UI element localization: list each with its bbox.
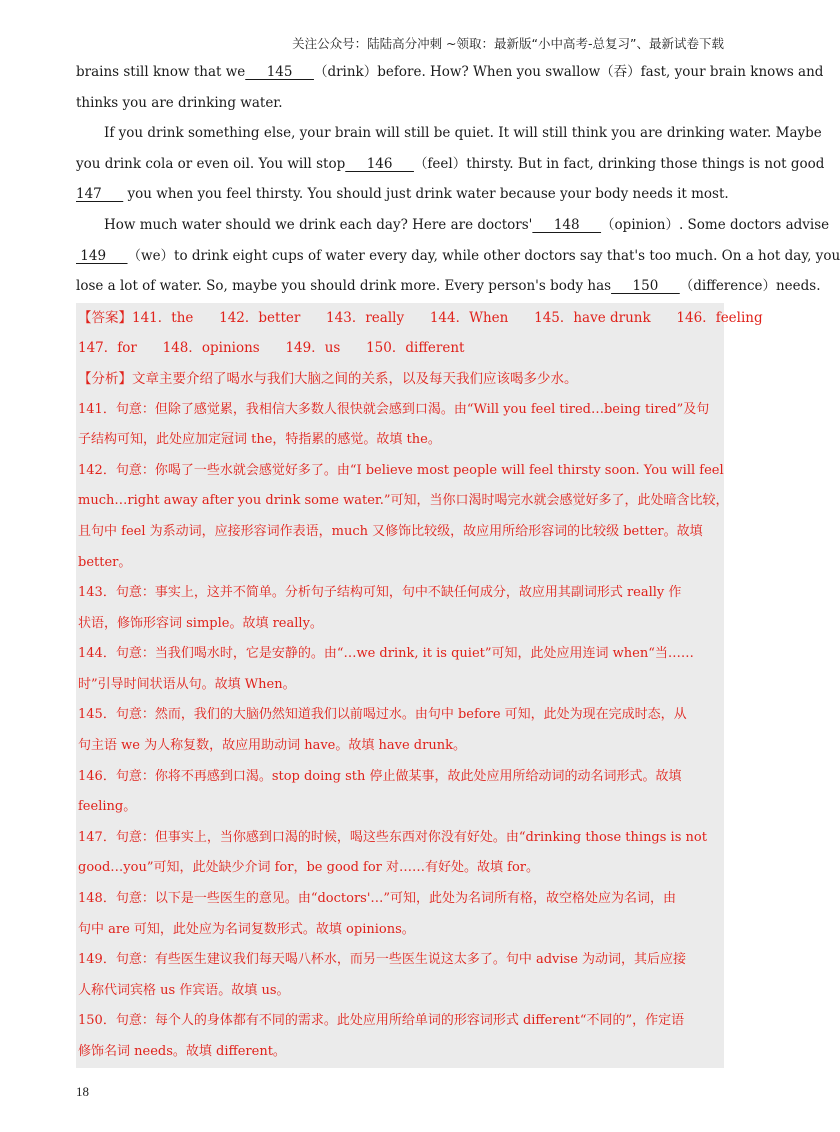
- answer-line: 句中 are 可知，此处应为名词复数形式。故填 opinions。: [78, 921, 415, 937]
- answer-line: 148．句意：以下是一些医生的意见。由“doctors'…”可知，此处为名词所有格，故空格处应为名词，由: [78, 891, 677, 907]
- fill-in-blank: 148: [532, 216, 602, 233]
- answer-line: 时”引导时间状语从句。故填 When。: [78, 676, 296, 692]
- fill-in-blank: 147: [76, 186, 124, 203]
- answer-line: 142．句意：你喝了一些水就会感觉好多了。由“I believe most people will feel thirsty soon. You will feel: [78, 462, 724, 478]
- passage-line: [76, 118, 822, 149]
- answer-line: 人称代词宾格 us 作宾语。故填 us。: [78, 982, 290, 998]
- passage-text: you drink cola or even oil. You will stop: [76, 155, 346, 172]
- answer-line: 【答案】141．the 142．better 143．really 144．When 145．have drunk 146．feeling: [78, 309, 763, 326]
- document-body: [76, 57, 840, 1068]
- passage-line: [76, 271, 821, 302]
- passage: [76, 57, 840, 302]
- passage-line: [76, 210, 830, 241]
- passage-text: （difference）needs.: [679, 278, 821, 295]
- passage-text: lose a lot of water. So, maybe you should drink more. Every person's body has: [76, 278, 612, 295]
- passage-text: （we）to drink eight cups of water every day, while other doctors say that's too much. On a hot day, you: [127, 247, 840, 264]
- passage-line: [76, 57, 824, 88]
- answer-line: 147．for 148．opinions 149．us 150．different: [78, 340, 465, 357]
- answer-line: better。: [78, 554, 132, 570]
- passage-text: you when you feel thirsty. You should just drink water because your body needs it most.: [123, 186, 729, 203]
- answer-line: 子结构可知，此处应加定冠词 the，特指累的感觉。故填 the。: [78, 432, 441, 448]
- answer-line: 144．句意：当我们喝水时，它是安静的。由“…we drink, it is quiet”可知，此处应用连词 when“当……: [78, 646, 694, 662]
- answer-line: feeling。: [78, 799, 137, 815]
- passage-text: （opinion）. Some doctors advise: [601, 216, 830, 233]
- fill-in-blank: 145: [245, 64, 314, 80]
- answer-line: 句主语 we 为人称复数，故应用助动词 have。故填 have drunk。: [78, 738, 466, 754]
- answer-line: 145．句意：然而，我们的大脑仍然知道我们以前喝过水。由句中 before 可知，此处为现在完成时态，从: [78, 707, 687, 723]
- answer-line: 【分析】文章主要介绍了喝水与我们大脑之间的关系，以及每天我们应该喝多少水。: [78, 370, 578, 387]
- fill-in-blank: 149: [76, 247, 128, 264]
- passage-text: thinks you are drinking water.: [76, 94, 283, 111]
- passage-text: If you drink something else, your brain will still be quiet. It will still think you are drinking water. Maybe: [104, 125, 822, 142]
- answer-line: 147．句意：但事实上，当你感到口渴的时候，喝这些东西对你没有好处。由“drinking those things is not: [78, 829, 707, 845]
- answer-line: 149．句意：有些医生建议我们每天喝八杯水，而另一些医生说这太多了。句中 advise 为动词，其后应接: [78, 952, 687, 968]
- answer-line: 且句中 feel 为系动词，应接形容词作表语，much 又修饰比较级，故应用所给形容词的比较级 better。故填: [78, 523, 703, 539]
- answer-line: good…you”可知，此处缺少介词 for，be good for 对……有好处。故填 for。: [78, 860, 540, 876]
- answer-line: much…right away after you drink some water.”可知，当你口渴时喝完水就会感觉好多了，此处暗含比较，: [78, 493, 729, 509]
- fill-in-blank: 150: [611, 278, 680, 295]
- answer-line: 143．句意：事实上，这并不简单。分析句子结构可知，句中不缺任何成分，故应用其副词形式 really 作: [78, 585, 682, 601]
- page-header: 关注公众号：陆陆高分冲刺 ~领取：最新版“小中高考-总复习”、最新试卷下载: [292, 36, 724, 51]
- passage-text: brains still know that we: [76, 64, 246, 80]
- passage-text: How much water should we drink each day? Here are doctors': [104, 216, 533, 233]
- answer-line: 146．句意：你将不再感到口渴。stop doing sth 停止做某事，故此处应用所给动词的动名词形式。故填: [78, 768, 682, 784]
- page-number: 18: [76, 1084, 89, 1099]
- passage-line: [76, 241, 840, 272]
- passage-line: [76, 179, 729, 210]
- answer-line: 141．句意：但除了感觉累，我相信大多数人很快就会感到口渴。由“Will you feel tired…being tired”及句: [78, 401, 710, 417]
- passage-text: （drink）before. How? When you swallow（吞）fast, your brain knows and: [313, 64, 824, 80]
- answer-line: 150．句意：每个人的身体都有不同的需求。此处应用所给单词的形容词形式 different“不同的”，作定语: [78, 1013, 685, 1029]
- answer-line: 修饰名词 needs。故填 different。: [78, 1044, 286, 1059]
- passage-line: [76, 149, 825, 180]
- answer-section: [76, 303, 763, 1068]
- fill-in-blank: 146: [345, 155, 414, 172]
- passage-line: [76, 88, 724, 119]
- passage-text: （feel）thirsty. But in fact, drinking those things is not good: [413, 155, 825, 172]
- answer-line: 状语，修饰形容词 simple。故填 really。: [78, 615, 323, 631]
